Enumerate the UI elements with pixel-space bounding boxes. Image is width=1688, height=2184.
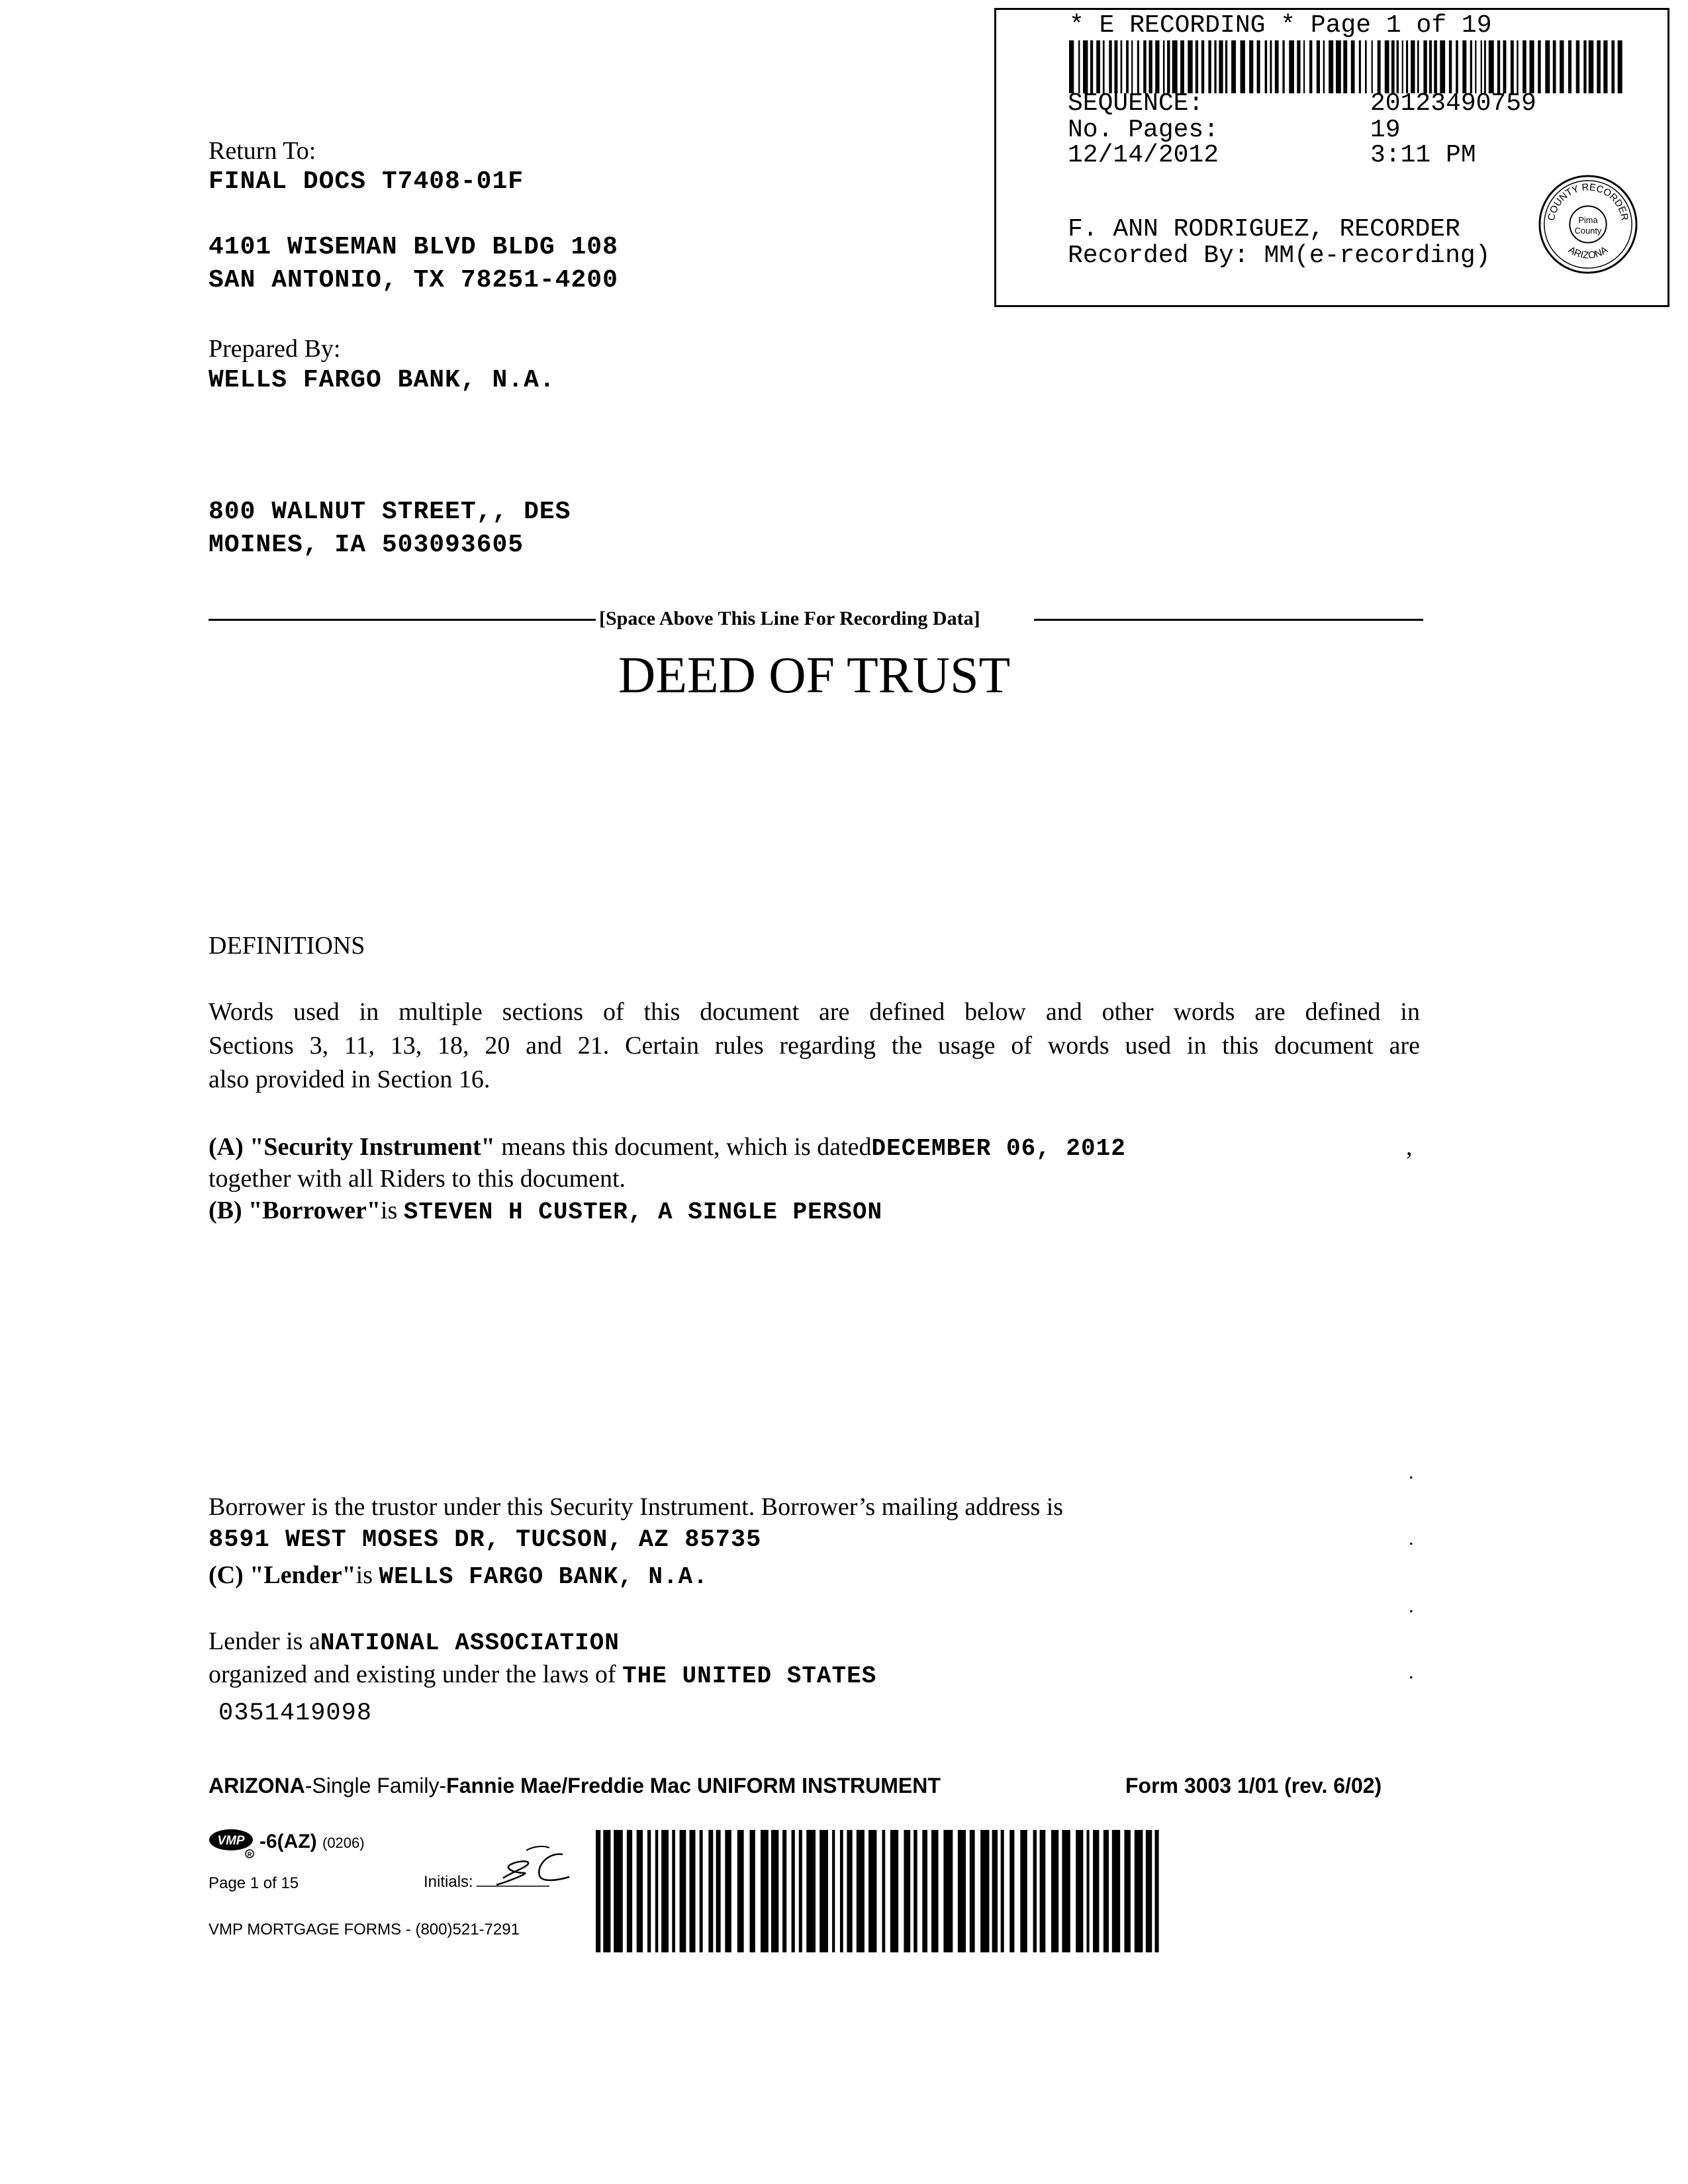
barcode-bar bbox=[1589, 40, 1594, 93]
barcode-bar bbox=[914, 1830, 917, 1952]
barcode-bar bbox=[1155, 1830, 1159, 1952]
definitions-heading: DEFINITIONS bbox=[209, 932, 365, 960]
barcode-bar bbox=[1365, 40, 1367, 93]
definition-a-line2: together with all Riders to this document. bbox=[209, 1165, 626, 1193]
definition-b-label: (B) "Borrower" bbox=[209, 1197, 381, 1224]
vmp-logo-text: VMP bbox=[217, 1834, 245, 1848]
barcode-bar bbox=[1076, 1830, 1083, 1952]
barcode-bar bbox=[1069, 40, 1074, 93]
barcode-bar bbox=[1618, 40, 1622, 93]
barcode-bar bbox=[1001, 1830, 1004, 1952]
barcode-bar bbox=[1475, 40, 1476, 93]
barcode-bar bbox=[603, 1830, 610, 1952]
footer-uniform: UNIFORM INSTRUMENT bbox=[691, 1774, 941, 1797]
barcode-bar bbox=[1484, 40, 1486, 93]
barcode-bar bbox=[1481, 40, 1482, 93]
barcode-bar bbox=[847, 1830, 852, 1952]
barcode-bar bbox=[1096, 40, 1100, 93]
definition-a-label: (A) "Security Instrument" bbox=[209, 1133, 495, 1161]
barcode-bar bbox=[1583, 40, 1586, 93]
barcode-bar bbox=[1103, 1830, 1109, 1952]
barcode-bar bbox=[1241, 40, 1245, 93]
seal-center-2: County bbox=[1574, 225, 1602, 236]
barcode-bar bbox=[806, 1830, 816, 1952]
prepared-by-label: Prepared By: bbox=[209, 335, 341, 363]
organized-line bbox=[209, 1658, 876, 1693]
barcode-bar bbox=[1009, 1830, 1014, 1952]
barcode-bar bbox=[637, 1830, 643, 1952]
barcode-bar bbox=[1603, 40, 1607, 93]
barcode-bar bbox=[1351, 40, 1355, 93]
barcode-bar bbox=[832, 1830, 835, 1952]
barcode-bar bbox=[1249, 40, 1253, 93]
barcode-bar bbox=[1208, 40, 1211, 93]
definition-a-comma: , bbox=[1406, 1133, 1413, 1161]
footer-code-main: -6(AZ) bbox=[259, 1831, 317, 1852]
barcode-bar bbox=[1597, 40, 1601, 93]
barcode-bar bbox=[1201, 40, 1204, 93]
barcode-bar bbox=[1323, 40, 1325, 93]
sequence-label: SEQUENCE: bbox=[1068, 89, 1204, 118]
barcode-bar bbox=[1033, 1830, 1037, 1952]
barcode-bar bbox=[737, 1830, 744, 1952]
sequence-value: 20123490759 bbox=[1370, 89, 1536, 118]
initials-signature-icon bbox=[463, 1839, 596, 1891]
intro-line-1: Words used in multiple sections of this document are defined below and other words are defined in bbox=[209, 998, 1420, 1026]
barcode-bar bbox=[1257, 40, 1260, 93]
lender-type-line bbox=[209, 1625, 620, 1660]
barcode-bar bbox=[958, 1830, 966, 1952]
barcode-bar bbox=[1434, 40, 1437, 93]
barcode-bar bbox=[716, 1830, 721, 1952]
barcode-bar bbox=[1219, 40, 1223, 93]
barcode-bar bbox=[1523, 40, 1526, 93]
definition-a-date: DECEMBER 06, 2012 bbox=[871, 1135, 1126, 1162]
seal-bottom-text: ARIZONA bbox=[1566, 244, 1610, 261]
barcode-bar bbox=[1511, 40, 1514, 93]
barcode-bar bbox=[1131, 40, 1133, 93]
barcode-bar bbox=[1568, 40, 1571, 93]
barcode-bar bbox=[904, 1830, 910, 1952]
footer-code-small: (0206) bbox=[322, 1835, 365, 1851]
barcode-bar bbox=[970, 1830, 975, 1952]
definition-c bbox=[209, 1559, 708, 1594]
barcode-bar bbox=[700, 1830, 703, 1952]
barcode-bar bbox=[1051, 1830, 1058, 1952]
barcode-bar bbox=[992, 1830, 998, 1952]
barcode-bar bbox=[1270, 40, 1272, 93]
seal-center-1: Pima bbox=[1578, 215, 1598, 226]
blank-dot: . bbox=[1409, 1661, 1414, 1683]
barcode-bar bbox=[1317, 40, 1320, 93]
barcode-bar bbox=[1489, 40, 1494, 93]
svg-text:R: R bbox=[247, 1851, 252, 1858]
barcode-bar bbox=[1560, 40, 1564, 93]
document-title: DEED OF TRUST bbox=[618, 646, 1011, 704]
lender-type: NATIONAL ASSOCIATION bbox=[320, 1629, 620, 1657]
barcode-bar bbox=[890, 1830, 898, 1952]
barcode-bar bbox=[840, 1830, 843, 1952]
trustor-text: Borrower is the trustor under this Security Instrument. Borrower’s mailing address is bbox=[209, 1493, 1064, 1521]
barcode-bar bbox=[1336, 40, 1341, 93]
barcode-bar bbox=[868, 1830, 876, 1952]
barcode-bar bbox=[614, 1830, 623, 1952]
definition-a bbox=[209, 1130, 1126, 1165]
barcode-bar bbox=[1231, 40, 1236, 93]
recording-time: 3:11 PM bbox=[1370, 141, 1476, 169]
pages-label: No. Pages: bbox=[1068, 116, 1219, 144]
document-barcode bbox=[596, 1830, 1165, 1952]
barcode-bar bbox=[1078, 40, 1080, 93]
borrower-address: 8591 WEST MOSES DR, TUCSON, AZ 85735 bbox=[209, 1526, 762, 1554]
barcode-bar bbox=[761, 1830, 769, 1952]
recording-barcode bbox=[1069, 40, 1625, 93]
barcode-bar bbox=[820, 1830, 828, 1952]
lender-is: Lender is a bbox=[209, 1627, 320, 1655]
barcode-bar bbox=[799, 1830, 802, 1952]
intro-line-2: Sections 3, 11, 13, 18, 20 and 21. Certain rules regarding the usage of words used in this document are bbox=[209, 1032, 1420, 1060]
loan-number: 0351419098 bbox=[218, 1700, 373, 1727]
barcode-bar bbox=[690, 1830, 696, 1952]
barcode-bar bbox=[1214, 40, 1216, 93]
separator-line-right bbox=[1034, 619, 1423, 621]
barcode-bar bbox=[1423, 40, 1427, 93]
barcode-bar bbox=[1470, 40, 1472, 93]
blank-dot: . bbox=[1409, 1527, 1414, 1549]
barcode-bar bbox=[1538, 40, 1541, 93]
lender-name: WELLS FARGO BANK, N.A. bbox=[379, 1563, 708, 1590]
footer-form-code bbox=[259, 1831, 365, 1853]
seal-top-text: COUNTY RECORDER bbox=[1546, 182, 1630, 222]
borrower-name: STEVEN H CUSTER, A SINGLE PERSON bbox=[403, 1199, 883, 1226]
barcode-bar bbox=[1083, 40, 1088, 93]
barcode-bar bbox=[627, 1830, 632, 1952]
footer-fannie: Fannie Mae/Freddie Mac bbox=[446, 1774, 692, 1797]
barcode-bar bbox=[1429, 40, 1432, 93]
barcode-bar bbox=[725, 1830, 731, 1952]
barcode-bar bbox=[1545, 40, 1550, 93]
barcode-bar bbox=[750, 1830, 755, 1952]
blank-dot: . bbox=[1409, 1595, 1414, 1617]
barcode-bar bbox=[1137, 40, 1139, 93]
barcode-bar bbox=[1343, 40, 1347, 93]
barcode-bar bbox=[1087, 1830, 1090, 1952]
organized-text: organized and existing under the laws of bbox=[209, 1661, 623, 1688]
barcode-bar bbox=[680, 1830, 686, 1952]
barcode-bar bbox=[1391, 40, 1395, 93]
barcode-bar bbox=[1103, 40, 1105, 93]
barcode-bar bbox=[1282, 40, 1284, 93]
recording-date: 12/14/2012 bbox=[1068, 141, 1219, 169]
barcode-bar bbox=[1163, 40, 1165, 93]
barcode-bar bbox=[1196, 40, 1198, 93]
barcode-bar bbox=[672, 1830, 675, 1952]
barcode-bar bbox=[1449, 40, 1452, 93]
barcode-bar bbox=[1440, 40, 1445, 93]
barcode-bar bbox=[1497, 40, 1500, 93]
barcode-bar bbox=[1517, 40, 1518, 93]
barcode-bar bbox=[1020, 1830, 1027, 1952]
barcode-bar bbox=[1135, 1830, 1143, 1952]
barcode-bar bbox=[1456, 40, 1458, 93]
vmp-forms-phone: VMP MORTGAGE FORMS - (800)521-7291 bbox=[209, 1921, 520, 1938]
intro-line-3: also provided in Section 16. bbox=[209, 1066, 491, 1093]
barcode-bar bbox=[782, 1830, 786, 1952]
barcode-bar bbox=[1126, 40, 1129, 93]
return-to-label: Return To: bbox=[209, 137, 316, 165]
barcode-bar bbox=[943, 1830, 953, 1952]
definition-b-is: is bbox=[380, 1197, 404, 1224]
barcode-bar bbox=[1121, 40, 1123, 93]
footer-form-number: Form 3003 1/01 (rev. 6/02) bbox=[1125, 1774, 1382, 1797]
recording-space-note: [Space Above This Line For Recording Data] bbox=[599, 608, 980, 629]
return-to-line3: SAN ANTONIO, TX 78251-4200 bbox=[209, 266, 618, 295]
footer-page-number: Page 1 of 15 bbox=[209, 1874, 299, 1892]
recording-header: * E RECORDING * Page 1 of 19 bbox=[1069, 11, 1492, 40]
prepared-by-line2: 800 WALNUT STREET,, DES bbox=[209, 498, 571, 526]
barcode-bar bbox=[1329, 40, 1333, 93]
barcode-bar bbox=[1172, 40, 1178, 93]
barcode-bar bbox=[1359, 40, 1361, 93]
barcode-bar bbox=[1062, 1830, 1070, 1952]
barcode-bar bbox=[1265, 40, 1268, 93]
barcode-bar bbox=[1297, 40, 1300, 93]
barcode-bar bbox=[1093, 1830, 1099, 1952]
barcode-bar bbox=[1378, 40, 1381, 93]
footer-state: ARIZONA bbox=[209, 1774, 305, 1797]
barcode-bar bbox=[792, 1830, 795, 1952]
barcode-bar bbox=[1309, 40, 1312, 93]
recorded-by: Recorded By: MM(e-recording) bbox=[1068, 242, 1491, 270]
barcode-bar bbox=[922, 1830, 927, 1952]
barcode-bar bbox=[1385, 40, 1389, 93]
barcode-bar bbox=[1143, 40, 1147, 93]
barcode-bar bbox=[1576, 40, 1580, 93]
barcode-bar bbox=[1188, 40, 1192, 93]
barcode-bar bbox=[1417, 40, 1419, 93]
barcode-bar bbox=[1090, 40, 1093, 93]
return-to-line1: FINAL DOCS T7408-01F bbox=[209, 167, 524, 196]
prepared-by-line1: WELLS FARGO BANK, N.A. bbox=[209, 366, 555, 394]
barcode-bar bbox=[1397, 40, 1399, 93]
barcode-bar bbox=[1289, 40, 1294, 93]
barcode-bar bbox=[1553, 40, 1556, 93]
laws-of: THE UNITED STATES bbox=[622, 1662, 877, 1690]
barcode-bar bbox=[931, 1830, 939, 1952]
barcode-bar bbox=[1503, 40, 1507, 93]
recording-stamp-box bbox=[994, 8, 1669, 307]
vmp-logo-icon bbox=[209, 1827, 256, 1858]
barcode-bar bbox=[1149, 40, 1152, 93]
barcode-bar bbox=[1402, 40, 1403, 93]
barcode-bar bbox=[1411, 40, 1415, 93]
barcode-bar bbox=[647, 1830, 651, 1952]
barcode-bar bbox=[1112, 1830, 1120, 1952]
barcode-bar bbox=[980, 1830, 989, 1952]
barcode-bar bbox=[655, 1830, 659, 1952]
barcode-bar bbox=[1611, 40, 1615, 93]
barcode-bar bbox=[1180, 40, 1184, 93]
barcode-bar bbox=[1303, 40, 1305, 93]
definition-b bbox=[209, 1194, 882, 1229]
barcode-bar bbox=[1225, 40, 1227, 93]
barcode-bar bbox=[1109, 40, 1111, 93]
return-to-line2: 4101 WISEMAN BLVD BLDG 108 bbox=[209, 233, 618, 261]
blank-dot: . bbox=[1409, 1461, 1414, 1483]
barcode-bar bbox=[882, 1830, 886, 1952]
barcode-bar bbox=[1530, 40, 1534, 93]
recorder-name: F. ANN RODRIGUEZ, RECORDER bbox=[1068, 215, 1460, 244]
barcode-bar bbox=[1114, 40, 1117, 93]
barcode-bar bbox=[1146, 1830, 1152, 1952]
barcode-bar bbox=[596, 1830, 600, 1952]
barcode-bar bbox=[857, 1830, 865, 1952]
barcode-bar bbox=[1167, 40, 1170, 93]
separator-line-left bbox=[209, 619, 596, 621]
barcode-bar bbox=[1040, 1830, 1046, 1952]
barcode-bar bbox=[661, 1830, 669, 1952]
barcode-bar bbox=[1372, 40, 1373, 93]
definitions-intro bbox=[209, 995, 1420, 1097]
footer-single-family: -Single Family- bbox=[305, 1774, 447, 1797]
initials-label: Initials: bbox=[424, 1873, 473, 1891]
barcode-bar bbox=[708, 1830, 713, 1952]
barcode-bar bbox=[1462, 40, 1466, 93]
definition-a-text: means this document, which is dated bbox=[494, 1133, 872, 1161]
definition-c-label: (C) "Lender" bbox=[209, 1561, 356, 1589]
barcode-bar bbox=[771, 1830, 778, 1952]
prepared-by-line3: MOINES, IA 503093605 bbox=[209, 531, 524, 559]
footer-instrument-title bbox=[209, 1774, 941, 1798]
pages-value: 19 bbox=[1370, 116, 1401, 144]
barcode-bar bbox=[1155, 40, 1159, 93]
barcode-bar bbox=[1275, 40, 1279, 93]
barcode-bar bbox=[1125, 1830, 1131, 1952]
county-recorder-seal-icon bbox=[1536, 172, 1640, 277]
definition-c-is: is bbox=[355, 1561, 379, 1589]
barcode-bar bbox=[1406, 40, 1408, 93]
